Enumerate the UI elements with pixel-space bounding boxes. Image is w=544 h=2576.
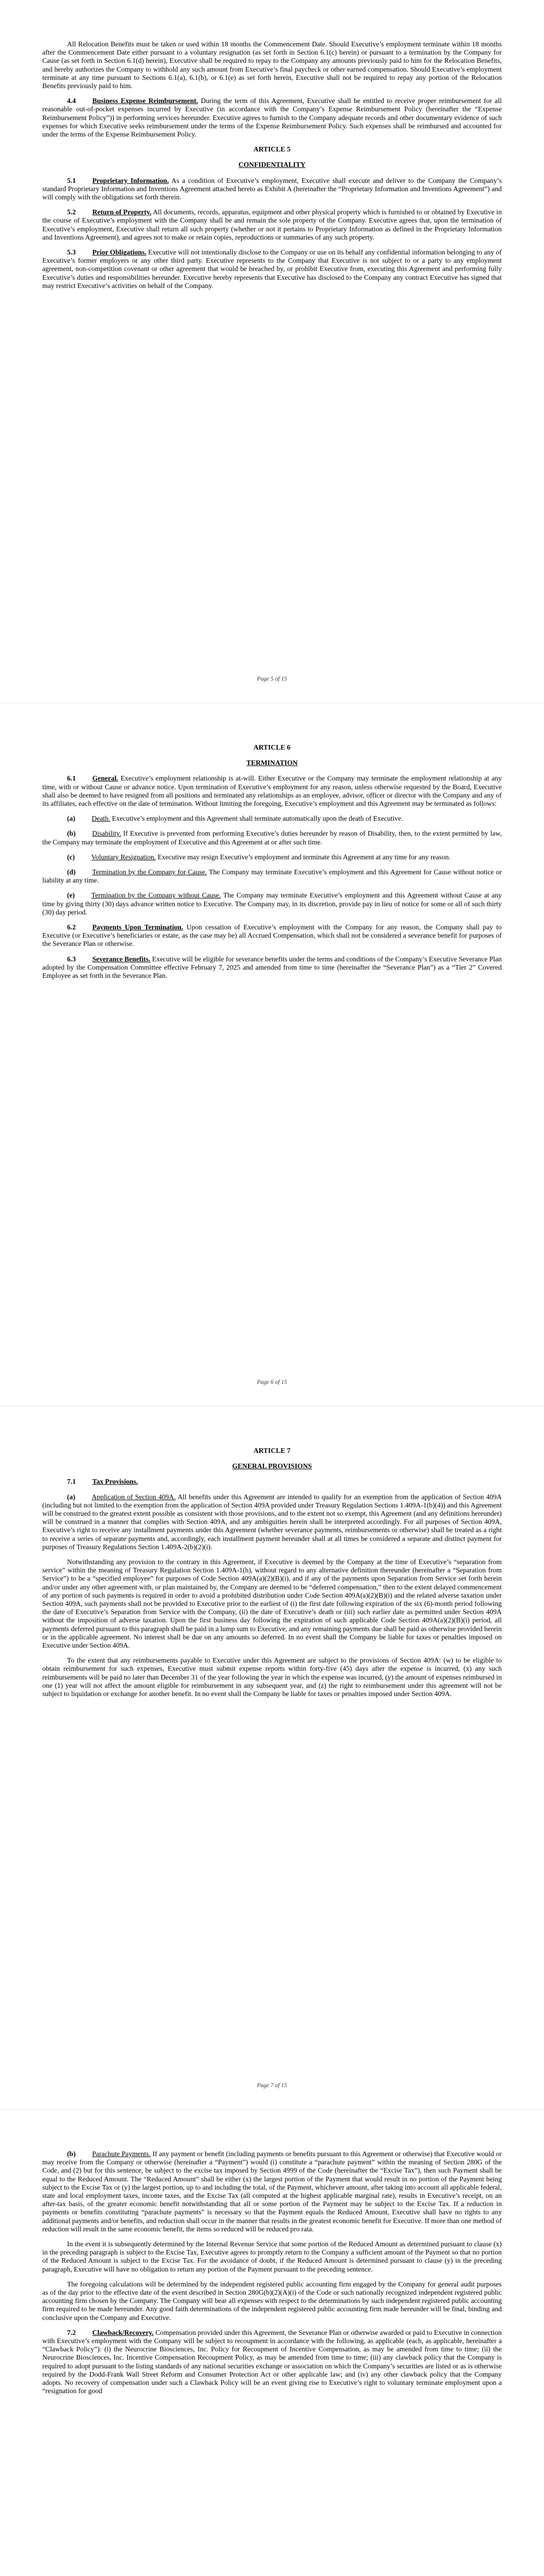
page-5 (0, 0, 544, 703)
section-7-1: 7.1 Tax Provisions. (67, 1478, 138, 1486)
section-6-3: 6.3 Severance Benefits. Executive will be eligible for severance benefits under the terms and conditions of the Company’s Executive Severance Plan adopted by the Compensation Committee effective February 7, 2025 and amended from time to time (hereinafter the “Severance Plan”) as a “Tier 2” Covered Employee as set forth in the Severance Plan. (42, 955, 502, 980)
section-6-1-a: (a) Death. Executive’s employment and this Agreement shall terminate automatically upon the death of Executive. (67, 815, 403, 823)
section-6-1-c: (c) Voluntary Resignation. Executive may resign Executive’s employment and terminate this Agreement at any time for any reason. (67, 853, 451, 861)
page-6 (0, 703, 544, 1406)
section-5-2: 5.2 Return of Property. All documents, records, apparatus, equipment and other physical property which is furnished to or obtained by Executive in the course of Executive’s employment with the Company shall be and remain the sole property of the Company. Executive agrees that, upon the termination of Executive’s employment, Executive shall return all such property (whether or not it pertains to Proprietary Information as defined in the Proprietary Information and Inventions Agreement), and agrees not to make or retain copies, reproductions or summaries of any such property. (42, 208, 502, 241)
section-7-1-b-p2: In the event it is subsequently determined by the Internal Revenue Service that some portion of the Reduced Amount as determined pursuant to clause (x) in the preceding paragraph is subject to the Excise Tax, Executive agrees to promptly return to the Company a sufficient amount of the Payment so that no portion of the Reduced Amount is subject to the Excise Tax. For the avoidance of doubt, if the Reduced Amount is determined pursuant to clause (y) in the preceding paragraph, Executive will have no obligation to return any portion of the Payment pursuant to the preceding sentence. (42, 2240, 502, 2273)
page-footer: Page 7 of 15 (257, 2082, 287, 2089)
article-5-heading: ARTICLE 5 (253, 145, 291, 154)
article-7-title: GENERAL PROVISIONS (232, 1462, 312, 1470)
article-6-title: TERMINATION (246, 759, 298, 767)
article-5-title: CONFIDENTIALITY (238, 161, 306, 169)
section-7-1-b: (b) Parachute Payments. If any payment or benefit (including payments or benefits pursuant to this Agreement or otherwise) that Executive would or may receive from the Company or otherwise (hereinafter a “Payment”) would (i) constitute a “parachute payment” within the meaning of Section 280G of the Code, and (2) but for this sentence, be subject to the excise tax imposed by Section 4999 of the Code (hereinafter the “Excise Tax”), then such Payment shall be equal to the Reduced Amount. The “Reduced Amount” shall be either (x) the largest portion of the Payment that would result in no portion of the Payment being subject to the Excise Tax or (y) the largest portion, up to and including the total, of the Payment, whichever amount, after taking into account all applicable federal, state and local employment taxes, income taxes, and the Excise Tax (all computed at the highest applicable marginal rate), results in Executive’s receipt, on an after-tax basis, of the greater economic benefit notwithstanding that all or some portion of the Payment may be subject to the Excise Tax. If a reduction in payments or benefits constituting “parachute payments” is necessary so that the Payment equals the Reduced Amount, Executive shall have no rights to any additional payments and/or benefits, and reduction shall occur in the manner that results in the greatest economic benefit for Executive. If more than one method of reduction will result in the same economic benefit, the items so reduced will be reduced pro rata. (42, 2150, 502, 2233)
page-5-content (42, 40, 502, 297)
page-footer: Page 5 of 15 (257, 676, 287, 682)
section-7-1-b-p3: The foregoing calculations will be determined by the independent registered public accounting firm engaged by the Company for general audit purposes as of the day prior to the effective date of the event described in Section 280G(b)(2)(A)(i) of the Code or such nationally recognized independent registered public accounting firm chosen by the Company. The Company will bear all expenses with respect to the determinations by such independent registered public accounting firm required to be made hereunder. Any good faith determinations of the independent registered public accounting firm made hereunder will be final, binding and conclusive upon the Company and Executive. (42, 2280, 502, 2321)
page-8-content (42, 2150, 502, 2402)
section-4-4-title: Business Expense Reimbursement. (92, 97, 199, 105)
section-6-2: 6.2 Payments Upon Termination. Upon cessation of Executive’s employment with the Company for any reason, the Company shall pay to Executive (or Executive’s beneficiaries or estate, as the case may be) all Accrued Compensation, which shall not be considered a severance benefit for purposes of the Severance Plan or otherwise. (42, 923, 502, 948)
section-7-1-a: (a) Application of Section 409A. All benefits under this Agreement are intended to qualify for an exemption from the application of Section 409A (including but not limited to the exemption from the application of Section 409A provided under Treasury Regulation Sections 1.409A-1(b)(4)) and this Agreement will be construed to the greatest extent possible as consistent with those provisions, and to the extent not so exempt, this Agreement (and any definitions hereunder) will be construed in a manner that complies with Section 409A, and any ambiguities herein shall be interpreted accordingly. For all purposes of Section 409A, Executive’s right to receive any installment payments under this Agreement (whether severance payments, reimbursements or otherwise) shall be treated as a right to receive a series of separate payments and, accordingly, each installment payment hereunder shall at all times be considered a separate and distinct payment for purposes of Treasury Regulations Section 1.409A-2(b)(2)(i). (42, 1493, 502, 1551)
page-8 (0, 2110, 544, 2576)
section-6-1-d: (d) Termination by the Company for Cause. The Company may terminate Executive’s employment and this Agreement for Cause without notice or liability at any time. (42, 868, 502, 885)
section-5-1: 5.1 Proprietary Information. As a condition of Executive’s employment, Executive shall execute and deliver to the Company the Company’s standard Proprietary Information and Inventions Agreement attached hereto as Exhibit A (hereinafter the “Proprietary Information and Inventions Agreement”) and will comply with the obligations set forth therein. (42, 176, 502, 201)
page-7 (0, 1406, 544, 2110)
page-6-content (42, 743, 502, 987)
article-7-heading: ARTICLE 7 (253, 1447, 291, 1454)
page-7-content (42, 1447, 502, 1705)
section-6-1: 6.1 General. Executive’s employment relationship is at-will. Either Executive or the Company may terminate the employment relationship at any time, with or without Cause or advance notice. Upon termination of Executive’s employment for any reason, unless otherwise requested by the Board, Executive shall also be deemed to have resigned from all positions and terminated any relationships as an employee, advisor, officer or director with the Company and any of its affiliates, each effective on the date of termination. Without limiting the foregoing, Executive’s employment and this Agreement may be terminated as follows: (42, 774, 502, 808)
section-6-1-b: (b) Disability. If Executive is prevented from performing Executive’s duties hereunder by reason of Disability, then, to the extent permitted by law, the Company may terminate the employment of Executive and this Agreement at or after such time. (42, 829, 502, 846)
section-7-2: 7.2 Clawback/Recovery. Compensation provided under this Agreement, the Severance Plan or otherwise awarded or paid to Executive in connection with Executive’s employment with the Company will be subject to recoupment in accordance with the following, as applicable (each, as applicable, hereinafter a “Clawback Policy”): (i) the Neurocrine Biosciences, Inc. Policy for Recoupment of Incentive Compensation, as may be amended from time to time; (ii) the Neurocrine Biosciences, Inc. Incentive Compensation Recoupment Policy, as may be amended from time to time; (iii) any clawback policy that the Company is required to adopt pursuant to the listing standards of any national securities exchange or association on which the Company’s securities are listed or as is otherwise required by the Dodd-Frank Wall Street Reform and Consumer Protection Act or other applicable law; and (iv) any other clawback policy that the Company adopts. No recovery of compensation under such a Clawback Policy will be an event giving rise to Executive’s right to voluntary terminate employment upon a “resignation for good (42, 2328, 502, 2395)
section-7-1-a-p3: To the extent that any reimbursements payable to Executive under this Agreement are subject to the provisions of Section 409A: (w) to be eligible to obtain reimbursement for such expenses, Executive must submit expense reports within forty-five (45) days after the expense is incurred, (x) any such reimbursements will be paid no later than December 31 of the year following the year in which the expense was incurred, (y) the amount of expenses reimbursed in one (1) year will not affect the amount eligible for reimbursement in any subsequent year, and (z) the right to reimbursement under this agreement will not be subject to liquidation or exchange for another benefit. In no event shall the Company be liable for taxes or penalties imposed under Section 409A. (42, 1656, 502, 1698)
section-7-1-a-p2: Notwithstanding any provision to the contrary in this Agreement, if Executive is deemed by the Company at the time of Executive’s “separation from service” within the meaning of Treasury Regulation Section 1.409A-1(h), without regard to any alternative definition thereunder (hereinafter a “Separation from Service”) to be a “specified employee” for purposes of Code Section 409A(a)(2)(B)(i), and if any of the payments upon Separation from Service set forth herein and/or under any other agreement with, or plan maintained by, the Company are deemed to be “deferred compensation,” then to the extent delayed commencement of any portion of such payments is required in order to avoid a prohibited distribution under Code Section 409A(a)(2)(B)(i) and the related adverse taxation under Section 409A, such payments shall not be provided to Executive prior to the earliest of (i) the first date following expiration of the six (6)-month period following the date of Executive’s Separation from Service with the Company, (ii) the date of Executive’s death or (iii) such earlier date as permitted under Section 409A without the imposition of adverse taxation. Upon the first business day following the expiration of such applicable Code Section 409A(a)(2)(B)(i) period, all payments deferred pursuant to this paragraph shall be paid in a lump sum to Executive, and any remaining payments due shall be paid as otherwise provided herein or in the applicable agreement. No interest shall be due on any amounts so deferred. In no event shall the Company be liable for taxes or penalties imposed on Executive under Section 409A. (42, 1558, 502, 1650)
section-4-4: 4.4 Business Expense Reimbursement. During the term of this Agreement, Executive shall be entitled to receive proper reimbursement for all reasonable out-of-pocket expenses incurred by Executive (in accordance with the Company’s Expense Reimbursement Policy (hereinafter the “Expense Reimbursement Policy”)) in performing services hereunder. Executive agrees to furnish to the Company adequate records and other documentary evidence of such expenses for which Executive seeks reimbursement under the terms of the Expense Reimbursement Policy. Such expenses shall be reimbursed and accounted for under the terms of the Expense Reimbursement Policy. (42, 97, 502, 139)
section-6-1-e: (e) Termination by the Company without Cause. The Company may terminate Executive’s employment and this Agreement without Cause at any time by giving thirty (30) days advance written notice to Executive. The Company may, in its discretion, provide pay in lieu of notice for some or all of such thirty (30) day period. (42, 891, 502, 916)
section-5-3: 5.3 Prior Obligations. Executive will not intentionally disclose to the Company or use on its behalf any confidential information belonging to any of Executive’s former employers or any other third party. Executive represents to the Company that Executive is not subject to or a party to any employment agreement, non-competition covenant or other agreement that would be breached by, or prohibit Executive from, executing this Agreement and performing fully Executive’s duties and responsibilities hereunder. Executive hereby represents that Executive has disclosed to the Company any contract Executive has signed that may restrict Executive’s activities on behalf of the Company. (42, 248, 502, 290)
page-footer: Page 6 of 15 (257, 1379, 287, 1385)
article-6-heading: ARTICLE 6 (253, 743, 291, 751)
relocation-paragraph: All Relocation Benefits must be taken or used within 18 months the Commencement Date. Should Executive’s employment terminate within 18 months after the Commencement Date either pursuant to a voluntary resignation (as set forth in Section 6.1(c) herein) or pursuant to a termination by the Company for Cause (as set forth in Section 6.1(d) herein), Executive shall be required to repay to the Company any amounts previously paid to him for the Relocation Benefits, and hereby authorizes the Company to withhold any such amount from Executive’s final paycheck or other earned compensation. Should Executive’s employment terminate at any time pursuant to Sections 6.1(a), 6.1(b), or 6.1(e) as set forth herein, Executive shall not be required to repay any portion of the Relocation Benefits previously paid to him. (42, 40, 502, 90)
